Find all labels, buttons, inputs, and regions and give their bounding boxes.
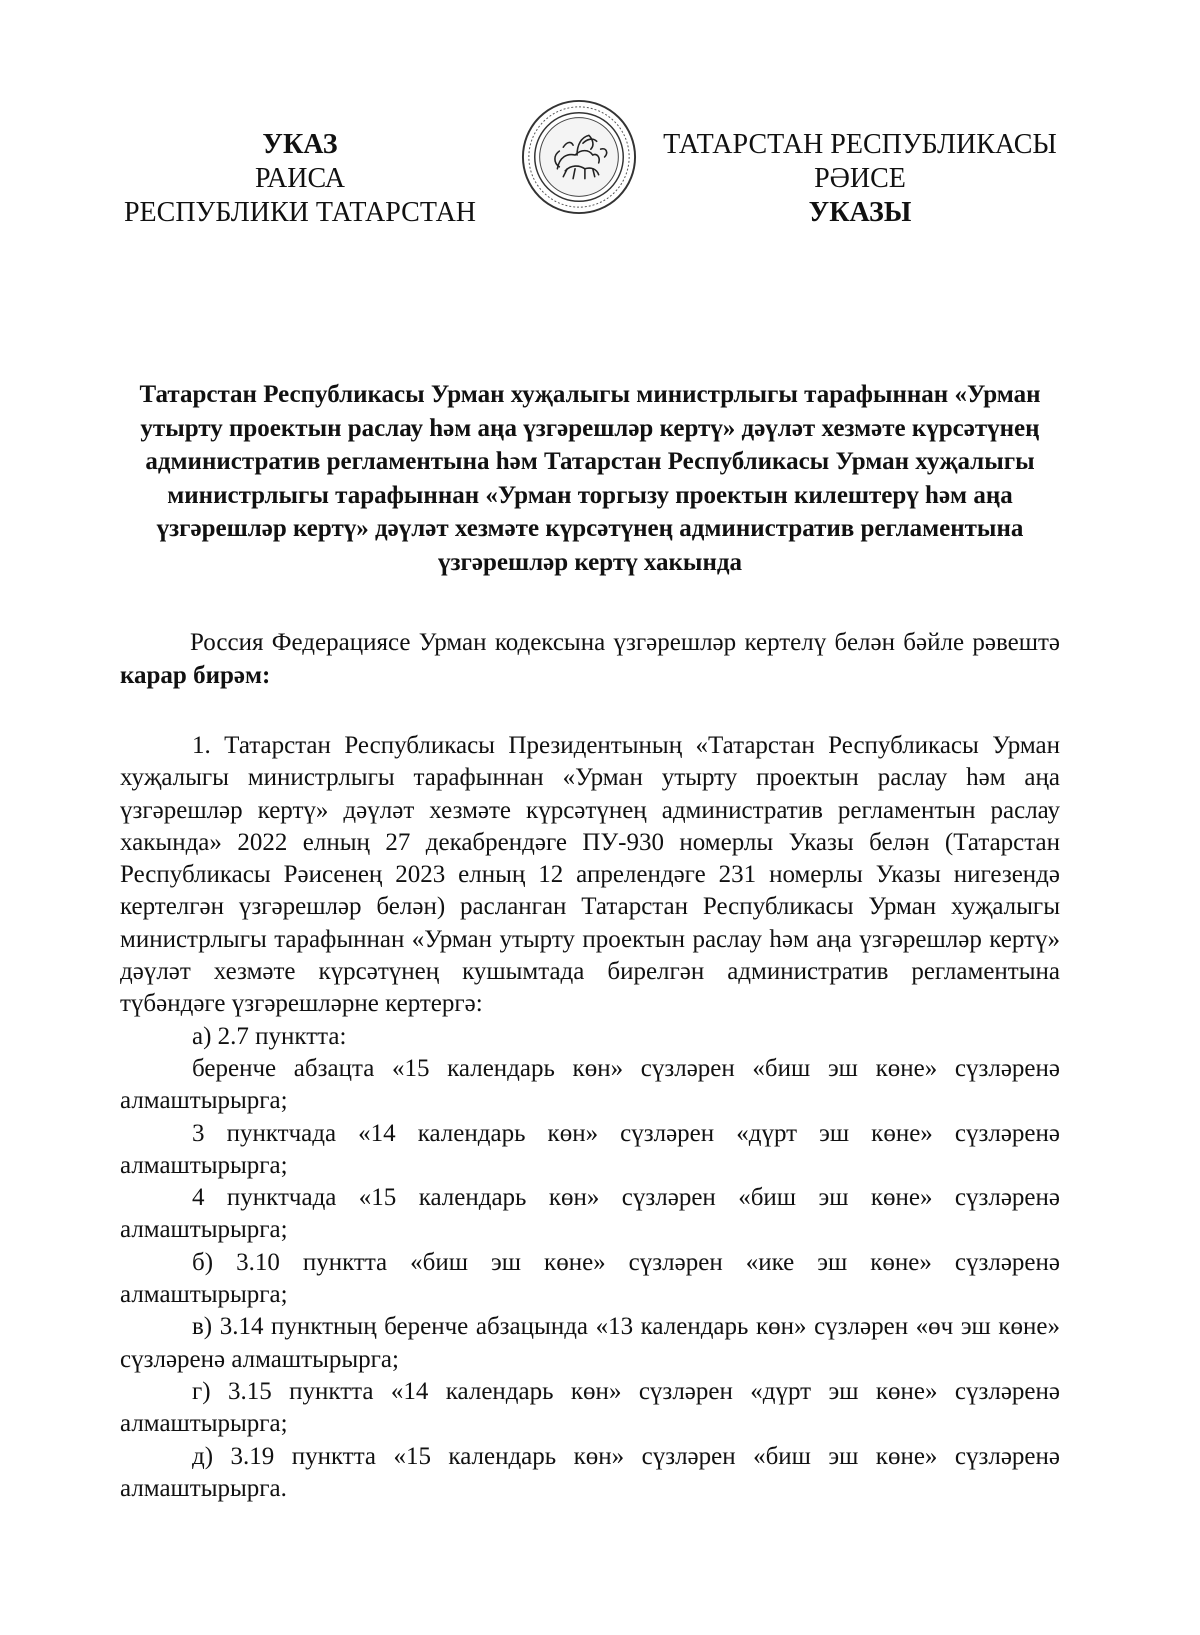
intro-paragraph [120, 626, 1060, 692]
paragraph-item-b: б) 3.10 пунктта «биш эш көне» сүзләрен «ике эш көне» сүзләренә алмаштырырга; [120, 1248, 1060, 1309]
paragraph-item-g: г) 3.15 пунктта «14 календарь көн» сүзләрен «дүрт эш көне» сүзләренә алмаштырырга; [120, 1377, 1060, 1438]
decree-body [120, 720, 1060, 1505]
paragraph-item-a: а) 2.7 пунктта: [192, 1022, 347, 1050]
tatarstan-coat-of-arms-icon [520, 98, 638, 216]
paragraph-1: 1. Татарстан Республикасы Президентының «Татарстан Республикасы Урман хуҗалыгы министрлыгы тарафыннан «Урман утырту проектын раслау һәм аңа үзгәрешләр кертү» дәүләт хезмәте күрсәтүнең административ регламентын раслау хакында» 2022 елның 27 декабрендәге ПУ-930 номерлы Указы белән (Татарстан Республикасы Рәисенең 2023 елның 12 апрелендәге 231 номерлы Указы нигезендә кертелгән үзгәрешләр белән) расланган Татарстан Республикасы Урман хуҗалыгы министрлыгы тарафыннан «Урман утырту проектын раслау һәм аңа үзгәрешләр кертү» дәүләт хезмәте күрсәтүнең кушымтада бирелгән административ регламентына түбәндәге үзгәрешләрне кертергә: [120, 732, 1060, 1018]
header-right-subtitle: РӘИСЕ [814, 163, 906, 194]
header-right-title: УКАЗЫ [808, 197, 912, 228]
intro-bold-text: карар бирәм: [120, 662, 271, 689]
header-left-republic: РЕСПУБЛИКИ ТАТАРСТАН [123, 197, 477, 228]
paragraph-subitem-1: беренче абзацта «15 календарь көн» сүзләрен «биш эш көне» сүзләренә алмаштырырга; [120, 1054, 1060, 1115]
header-left-title: УКАЗ [262, 129, 338, 160]
paragraph-item-d: д) 3.19 пунктта «15 календарь көн» сүзләрен «биш эш көне» сүзләренә алмаштырырга. [120, 1442, 1060, 1502]
paragraph-subitem-4: 4 пунктчада «15 календарь көн» сүзләрен «биш эш көне» сүзләренә алмаштырырга; [120, 1184, 1060, 1244]
header-left-block [110, 128, 490, 230]
header-left-subtitle: РАИСА [255, 163, 345, 194]
intro-text: Россия Федерациясе Урман кодексына үзгәрешләр кертелү белән бәйле рәвештә [190, 629, 1060, 656]
paragraph-item-v: в) 3.14 пунктның беренче абзацында «13 календарь көн» сүзләрен «өч эш көне» сүзләренә алмаштырырга; [120, 1313, 1060, 1373]
header-right-block [660, 128, 1060, 230]
header-right-republic: ТАТАРСТАН РЕСПУБЛИКАСЫ [663, 129, 1057, 160]
paragraph-subitem-3: 3 пунктчада «14 календарь көн» сүзләрен «дүрт эш көне» сүзләренә алмаштырырга; [120, 1119, 1060, 1179]
decree-title: Татарстан Республикасы Урман хуҗалыгы министрлыгы тарафыннан «Урман утырту проектын раслау һәм аңа үзгәрешләр кертү» дәүләт хезмәте күрсәтүнең административ регламентына һәм Татарстан Республикасы Урман хуҗалыгы министрлыгы тарафыннан «Урман торгызу проектын килештерү һәм аңа үзгәрешләр кертү» дәүләт хезмәте күрсәтүнең административ регламентына үзгәрешләр кертү хакында [139, 381, 1041, 576]
